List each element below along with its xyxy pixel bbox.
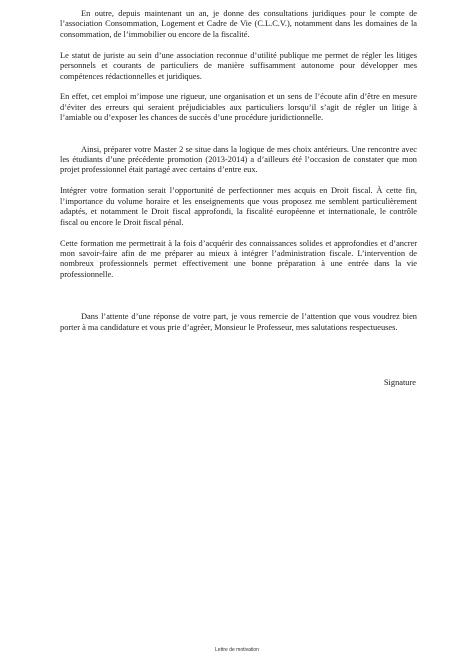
paragraph-training-opportunity: Intégrer votre formation serait l’opportunité de perfectionner mes acquis en Droit fiscal. À cette fin, l’importance du volume horaire et les enseignements que vous proposez me semblent particulièrement adaptés, et notamment le Droit fiscal approfondi, la fiscalité européenne et internationale, le contrôle fiscal ou encore le Droit fiscal pénal. — [60, 186, 417, 227]
page-footer: Lettre de motivation — [215, 647, 259, 653]
paragraph-master-choice: Ainsi, préparer votre Master 2 se situe dans la logique de mes choix antérieurs. Une rencontre avec les étudiants d’une précédente promotion (2013-2014) a d’ailleurs été l’occasion de constater que mon projet professionnel était partagé avec certains d’entre eux. — [60, 144, 417, 175]
paragraph-clcv-experience: En outre, depuis maintenant un an, je donne des consultations juridiques pour le compte de l’association Consommation, Logement et Cadre de Vie (C.L.C.V.), notamment dans les domaines de la consommation, de l’immobilier ou encore de la fiscalité. — [60, 9, 417, 39]
paragraph-rigor: En effet, cet emploi m’impose une rigueur, une organisation et un sens de l’écoute afin d’être en mesure d’éviter des erreurs qui seraient préjudiciables aux particuliers lorsqu’il s’agit de régler un litige à l’amiable ou d’exposer les chances de succès d’une procédure juridictionnelle. — [60, 92, 417, 123]
paragraph-training-benefits: Cette formation me permettrait à la fois d’acquérir des connaissances solides et approfondies et d’ancrer mon savoir-faire afin de me préparer au mieux à intégrer l’administration fiscale. L’intervention de nombreux professionnels permet effectivement une bonne préparation à une entrée dans la vie professionnelle. — [60, 238, 417, 279]
signature: Signature — [383, 378, 416, 387]
paragraph-closing: Dans l’attente d’une réponse de votre part, je vous remercie de l’attention que vous voudrez bien porter à ma candidature et vous prie d’agréer, Monsieur le Professeur, mes salutations respectueuses. — [60, 312, 417, 332]
letter-body — [60, 9, 417, 333]
paragraph-jurist-status: Le statut de juriste au sein d’une association reconnue d’utilité publique me permet de régler les litiges personnels et courants de particuliers de manière suffisamment autonome pour développer mes compétences rédactionnelles et juridiques. — [60, 50, 417, 81]
